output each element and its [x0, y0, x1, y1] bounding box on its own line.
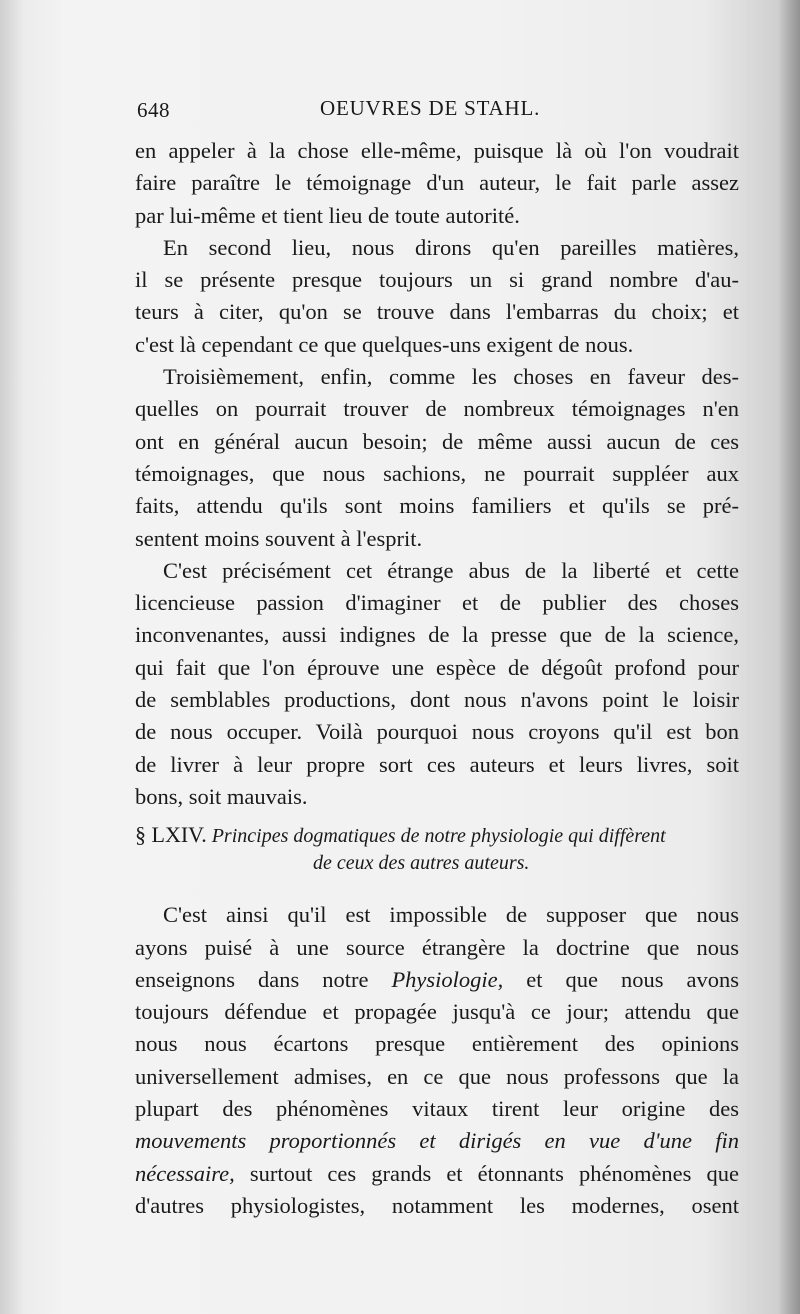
paragraph-1 — [135, 135, 739, 232]
italic-term: Physiologie, — [391, 966, 504, 992]
text-line: universellement admises, en ce que nous professons que la — [135, 1063, 739, 1089]
section-title-part-1: Principes dogmatiques de notre physiologie qui diffèrent — [211, 825, 666, 848]
text-line: nous nous écartons presque entièrement des opinions — [135, 1031, 739, 1057]
page-gutter-shadow — [778, 0, 800, 1314]
text-line: il se présente presque toujours un si grand nombre d'au- — [135, 267, 739, 293]
italic-phrase: mouvements proportionnés et dirigés en vue d'une fin — [135, 1128, 739, 1154]
text-line: ont en général aucun besoin; de même aussi aucun de ces — [135, 428, 739, 454]
text-line: de nous occuper. Voilà pourquoi nous croyons qu'il est bon — [135, 719, 739, 745]
section-mark: § LXIV. — [135, 822, 207, 848]
text-line: C'est précisément cet étrange abus de la liberté et cette — [163, 557, 739, 583]
text-line: en appeler à la chose elle-même, puisque là où l'on voudrait — [135, 138, 739, 163]
italic-term: nécessaire, — [135, 1160, 235, 1186]
page-number: 648 — [137, 98, 170, 122]
paragraph-2 — [135, 232, 739, 361]
paragraph-3 — [135, 361, 739, 555]
text-line: toujours défendue et propagée jusqu'à ce jour; attendu que — [135, 999, 739, 1025]
text-line: plupart des phénomènes vitaux tirent leur origine des — [135, 1096, 739, 1122]
text-line: Troisièmement, enfin, comme les choses en faveur des- — [163, 364, 739, 390]
text-line: de livrer à leur propre sort ces auteurs et leurs livres, soit — [135, 751, 739, 777]
page-text — [135, 92, 739, 1222]
text-line — [135, 1125, 739, 1157]
text-line: bons, soit mauvais. — [135, 783, 308, 809]
running-header — [135, 92, 739, 132]
text-line: sentent moins souvent à l'esprit. — [135, 525, 423, 551]
text-line: licencieuse passion d'imaginer et de publier des choses — [135, 590, 739, 616]
text-line: teurs à citer, qu'on se trouve dans l'embarras du choix; et — [135, 299, 739, 325]
text-line: de semblables productions, dont nous n'avons point le loisir — [135, 687, 739, 713]
paragraph-5 — [135, 899, 739, 1222]
section-heading — [135, 821, 739, 877]
text-line: C'est ainsi qu'il est impossible de supposer que nous — [163, 902, 739, 928]
text-line: c'est là cependant ce que quelques-uns exigent de nous. — [135, 331, 634, 357]
section-heading-line-1 — [135, 821, 739, 850]
text-line — [135, 964, 739, 996]
paragraph-4 — [135, 555, 739, 813]
text-span: et que nous avons — [503, 966, 739, 992]
text-line: par lui-même et tient lieu de toute autorité. — [135, 202, 520, 228]
text-line: ayons puisé à une source étrangère la doctrine que nous — [135, 934, 739, 960]
text-line: témoignages, que nous sachions, ne pourrait suppléer aux — [135, 460, 739, 486]
text-line: En second lieu, nous dirons qu'en pareilles matières, — [163, 234, 739, 260]
text-span: enseignons dans notre — [135, 966, 392, 992]
text-span: surtout ces grands et étonnants phénomènes que — [234, 1160, 739, 1186]
section-title-part-2: de ceux des autres auteurs. — [313, 852, 530, 875]
text-line — [135, 1158, 739, 1190]
text-line: inconvenantes, aussi indignes de la presse que de la science, — [135, 622, 739, 648]
text-line: d'autres physiologistes, notamment les modernes, osent — [135, 1192, 739, 1218]
text-line: faire paraître le témoignage d'un auteur, le fait parle assez — [135, 170, 739, 196]
running-title: OEUVRES DE STAHL. — [320, 96, 541, 120]
text-line: faits, attendu qu'ils sont moins familiers et qu'ils se pré- — [135, 493, 739, 519]
text-line: quelles on pourrait trouver de nombreux témoignages n'en — [135, 396, 739, 422]
text-line: qui fait que l'on éprouve une espèce de dégoût profond pour — [135, 654, 739, 680]
